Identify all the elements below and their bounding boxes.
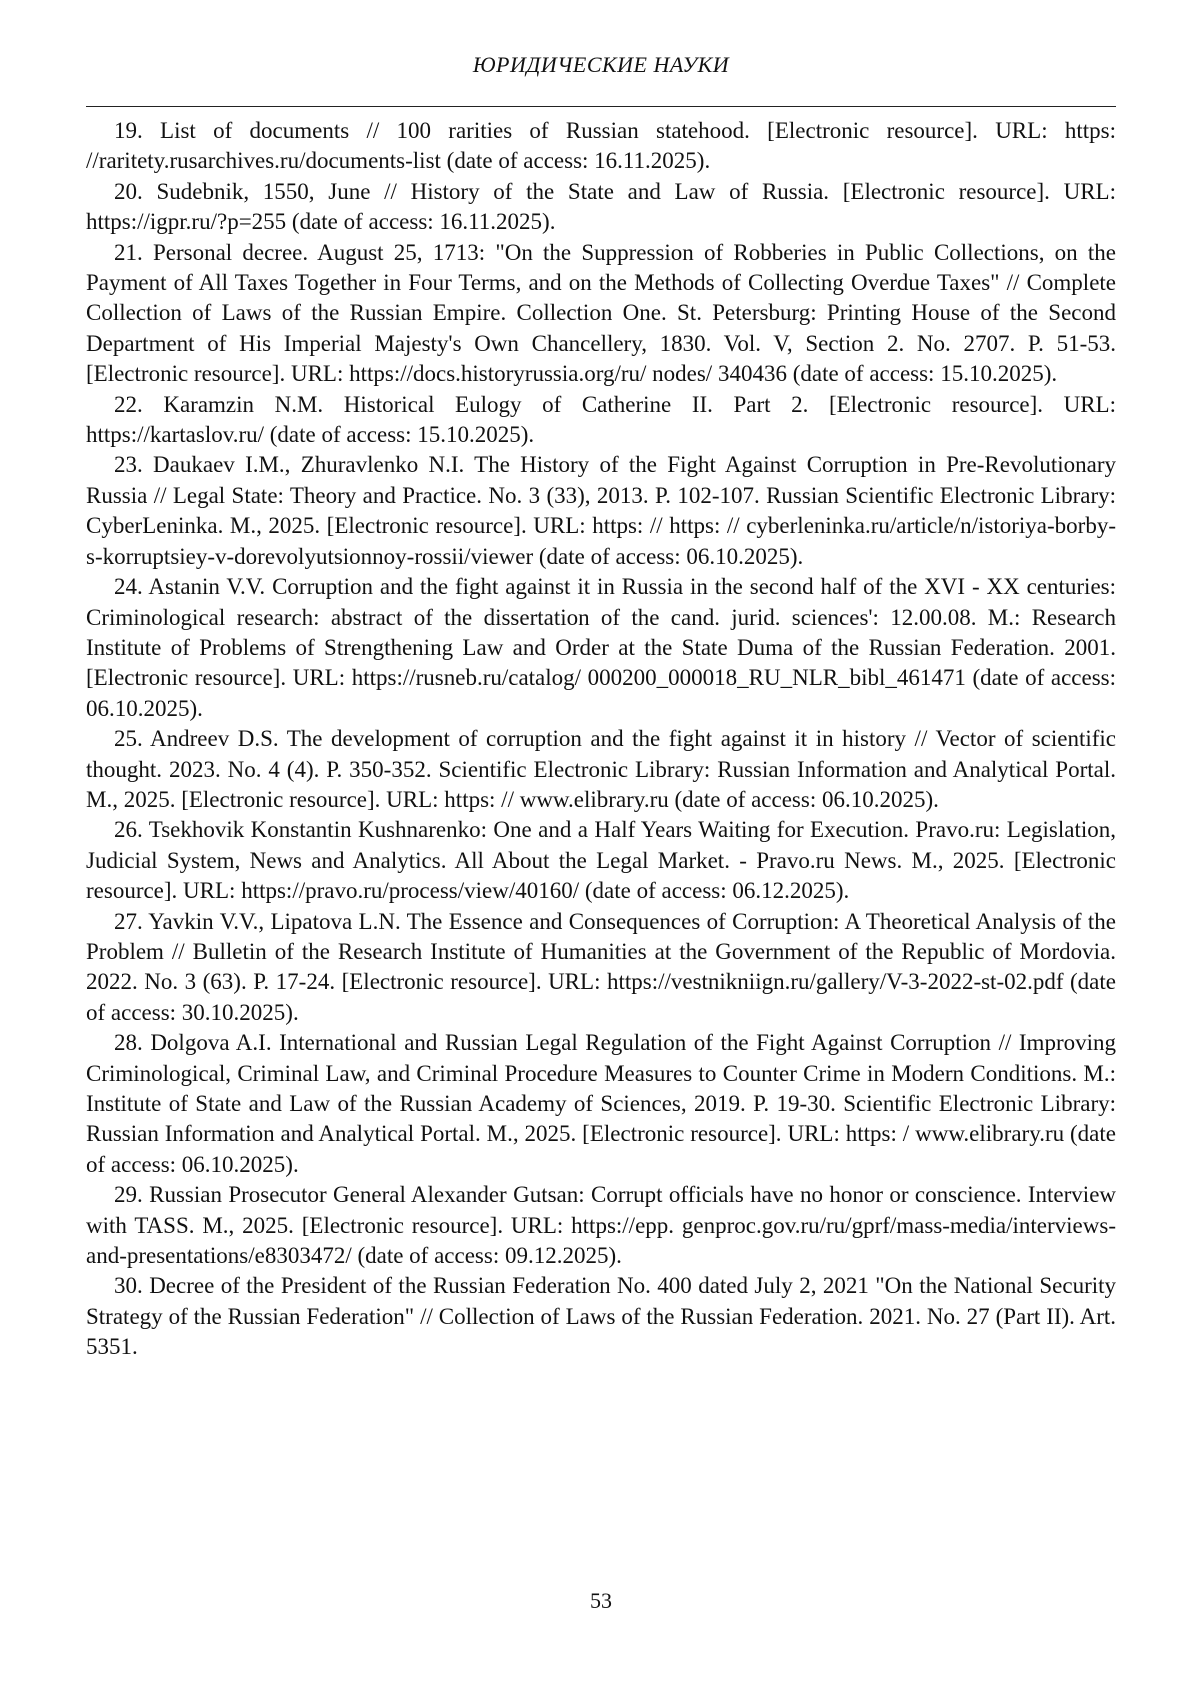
reference-text: Astanin V.V. Corruption and the fight against it in Russia in the second half of the XVI - XX centuries: Criminological research: abstract of the dissertation of the cand. jurid. sciences': 12.00.08. M.: Research Institute of Problems of Strengthening Law and Order at the State Duma of the Russian Federation. 2001. [Electronic resource]. URL: https://rusneb.ru/catalog/ 000200_000018_RU_NLR_bibl_461471 (date of access: 06.10.2025).	[86, 574, 1116, 721]
reference-text: List of documents // 100 rarities of Russian statehood. [Electronic resource]. URL: https: //raritety.rusarchives.ru/documents-list (date of access: 16.11.2025).	[86, 118, 1116, 174]
reference-number: 30.	[114, 1273, 143, 1299]
reference-number: 23.	[114, 452, 143, 478]
running-header: ЮРИДИЧЕСКИЕ НАУКИ	[472, 52, 730, 77]
reference-item	[86, 238, 1116, 390]
reference-number: 24.	[114, 574, 143, 600]
reference-text: Andreev D.S. The development of corruption and the fight against it in history // Vector of scientific thought. 2023. No. 4 (4). P. 350-352. Scientific Electronic Library: Russian Information and Analytical Portal. M., 2025. [Electronic resource]. URL: https: // www.elibrary.ru (date of access: 06.10.2025).	[86, 726, 1116, 812]
reference-item	[86, 177, 1116, 238]
reference-item	[86, 1271, 1116, 1362]
reference-number: 19.	[114, 118, 143, 143]
reference-item	[86, 450, 1116, 572]
reference-text: Sudebnik, 1550, June // History of the State and Law of Russia. [Electronic resource]. URL: https://igpr.ru/?p=255 (date of access: 16.11.2025).	[86, 178, 1116, 235]
reference-number: 21.	[114, 239, 143, 265]
reference-item	[86, 815, 1116, 906]
page-number: 53	[590, 1588, 612, 1613]
header-divider	[86, 106, 1116, 107]
reference-number: 26.	[114, 817, 143, 843]
reference-item	[86, 907, 1116, 1029]
reference-text: Daukaev I.M., Zhuravlenko N.I. The History of the Fight Against Corruption in Pre-Revolutionary Russia // Legal State: Theory and Practice. No. 3 (33), 2013. P. 102-107. Russian Scientific Electronic Library: CyberLeninka. M., 2025. [Electronic resource]. URL: https: // https: // cyberleninka.ru/article/n/istoriya-borby-s-korruptsiey-v-dorevolyutsionnoy-rossii/viewer (date of access: 06.10.2025).	[86, 452, 1117, 569]
reference-text: Russian Prosecutor General Alexander Gutsan: Corrupt officials have no honor or conscience. Interview with TASS. M., 2025. [Electronic resource]. URL: https://epp. genproc.gov.ru/ru/gprf/mass-media/interviews-and-presentations/e8303472/ (date of access: 09.12.2025).	[86, 1182, 1117, 1269]
reference-text: Tsekhovik Konstantin Kushnarenko: One and a Half Years Waiting for Execution. Pravo.ru: Legislation, Judicial System, News and Analytics. All About the Legal Market. - Pravo.ru News. M., 2025. [Electronic resource]. URL: https://pravo.ru/process/view/40160/ (date of access: 06.12.2025).	[86, 817, 1116, 904]
reference-item	[86, 1180, 1116, 1271]
reference-item	[86, 724, 1116, 815]
reference-list	[86, 116, 1116, 1363]
reference-text: Personal decree. August 25, 1713: "On the Suppression of Robberies in Public Collections, on the Payment of All Taxes Together in Four Terms, and on the Methods of Collecting Overdue Taxes" // Complete Collection of Laws of the Russian Empire. Collection One. St. Petersburg: Printing House of the Second Department of His Imperial Majesty's Own Chancellery, 1830. Vol. V, Section 2. No. 2707. P. 51-53. [Electronic resource]. URL: https://docs.historyrussia.org/ru/ nodes/ 340436 (date of access: 15.10.2025).	[86, 239, 1116, 387]
reference-text: Karamzin N.M. Historical Eulogy of Catherine II. Part 2. [Electronic resource]. URL: https://kartaslov.ru/ (date of access: 15.10.2025).	[86, 391, 1116, 448]
reference-item	[86, 1028, 1116, 1180]
reference-text: Decree of the President of the Russian Federation No. 400 dated July 2, 2021 "On the National Security Strategy of the Russian Federation" // Collection of Laws of the Russian Federation. 2021. No. 27 (Part II). Art. 5351.	[86, 1273, 1117, 1360]
reference-number: 29.	[114, 1182, 143, 1208]
reference-number: 20.	[114, 178, 143, 204]
reference-number: 22.	[114, 391, 143, 417]
reference-number: 25.	[114, 726, 143, 752]
reference-number: 28.	[114, 1030, 143, 1056]
reference-item	[86, 390, 1116, 451]
reference-item	[86, 116, 1116, 177]
reference-item	[86, 572, 1116, 724]
reference-text: Dolgova A.I. International and Russian Legal Regulation of the Fight Against Corruption // Improving Criminological, Criminal Law, and Criminal Procedure Measures to Counter Crime in Modern Conditions. M.: Institute of State and Law of the Russian Academy of Sciences, 2019. P. 19-30. Scientific Electronic Library: Russian Information and Analytical Portal. M., 2025. [Electronic resource]. URL: https: / www.elibrary.ru (date of access: 06.10.2025).	[86, 1030, 1116, 1177]
reference-text: Yavkin V.V., Lipatova L.N. The Essence and Consequences of Corruption: A Theoretical Analysis of the Problem // Bulletin of the Research Institute of Humanities at the Government of the Republic of Mordovia. 2022. No. 3 (63). P. 17-24. [Electronic resource]. URL: https://vestnikniign.ru/gallery/V-3-2022-st-02.pdf (date of access: 30.10.2025).	[86, 908, 1116, 1025]
reference-number: 27.	[114, 908, 143, 934]
